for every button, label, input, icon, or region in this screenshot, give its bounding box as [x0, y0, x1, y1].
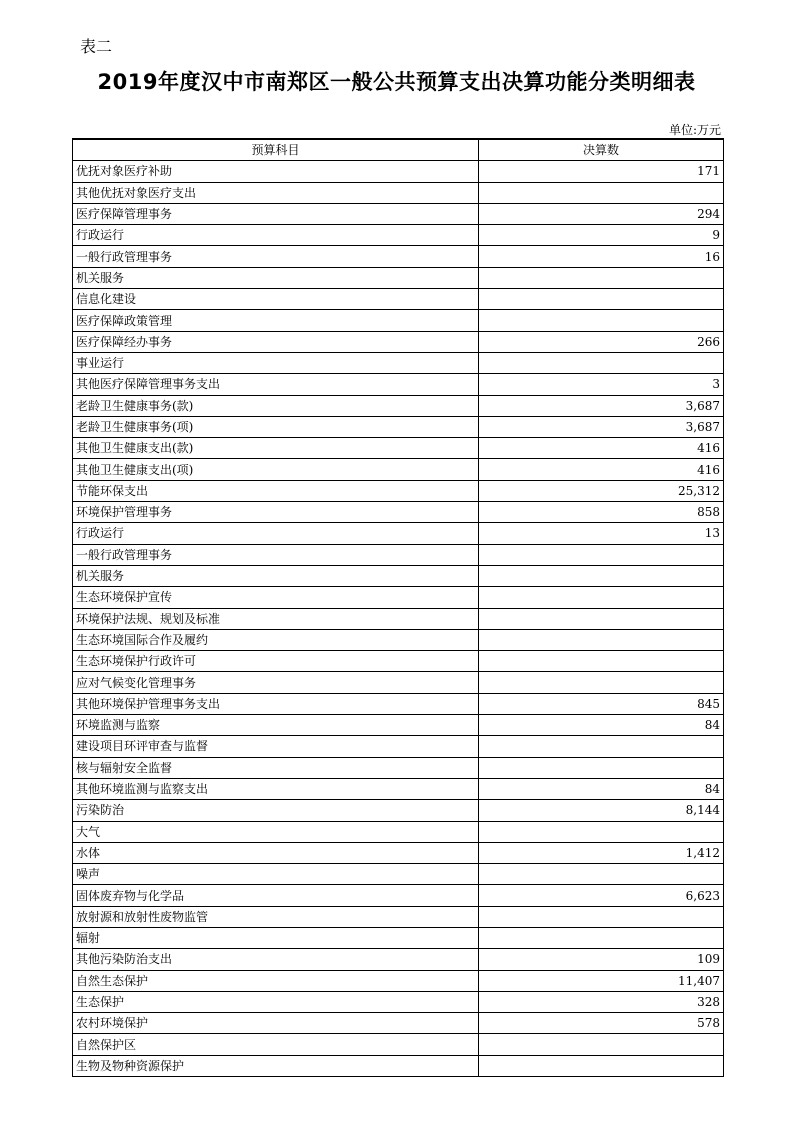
table-row: [73, 374, 724, 395]
row-amount: [479, 906, 724, 927]
table-row: [73, 991, 724, 1012]
row-subject: 其他卫生健康支出(项): [73, 459, 479, 480]
unit-label: 单位:万元: [668, 123, 721, 137]
row-amount: 16: [479, 246, 724, 267]
row-subject: 医疗保障管理事务: [73, 203, 479, 224]
table-row: [73, 587, 724, 608]
table-row: [73, 672, 724, 693]
row-subject: 农村环境保护: [73, 1013, 479, 1034]
row-amount: [479, 629, 724, 650]
row-amount: 578: [479, 1013, 724, 1034]
row-subject: 行政运行: [73, 225, 479, 246]
row-amount: [479, 289, 724, 310]
table-body: [73, 161, 724, 1077]
row-amount: [479, 608, 724, 629]
table-row: [73, 203, 724, 224]
table-row: [73, 885, 724, 906]
table-label: 表二: [80, 37, 113, 56]
table-row: [73, 438, 724, 459]
table-row: [73, 608, 724, 629]
row-amount: [479, 736, 724, 757]
row-amount: [479, 352, 724, 373]
budget-table: [72, 138, 724, 1077]
row-amount: [479, 565, 724, 586]
row-amount: 294: [479, 203, 724, 224]
table-row: [73, 523, 724, 544]
row-subject: 建设项目环评审查与监督: [73, 736, 479, 757]
table-row: [73, 864, 724, 885]
row-subject: 污染防治: [73, 800, 479, 821]
table-row: [73, 778, 724, 799]
page-title: 2019年度汉中市南郑区一般公共预算支出决算功能分类明细表: [97, 70, 696, 94]
table-row: [73, 161, 724, 182]
row-subject: 其他环境保护管理事务支出: [73, 693, 479, 714]
row-amount: 858: [479, 502, 724, 523]
row-amount: [479, 757, 724, 778]
row-amount: [479, 672, 724, 693]
row-subject: 生态环境保护行政许可: [73, 651, 479, 672]
row-subject: 自然生态保护: [73, 970, 479, 991]
row-subject: 其他卫生健康支出(款): [73, 438, 479, 459]
row-subject: 应对气候变化管理事务: [73, 672, 479, 693]
row-subject: 固体废弃物与化学品: [73, 885, 479, 906]
table-row: [73, 800, 724, 821]
table-row: [73, 459, 724, 480]
row-subject: 医疗保障政策管理: [73, 310, 479, 331]
table-row: [73, 352, 724, 373]
row-subject: 环境保护法规、规划及标准: [73, 608, 479, 629]
row-subject: 医疗保障经办事务: [73, 331, 479, 352]
row-subject: 放射源和放射性废物监管: [73, 906, 479, 927]
row-subject: 行政运行: [73, 523, 479, 544]
table-row: [73, 629, 724, 650]
table-row: [73, 757, 724, 778]
table-row: [73, 331, 724, 352]
row-amount: [479, 587, 724, 608]
row-subject: 环境监测与监察: [73, 715, 479, 736]
row-amount: [479, 1034, 724, 1055]
table-row: [73, 736, 724, 757]
row-amount: 84: [479, 778, 724, 799]
row-amount: 3,687: [479, 395, 724, 416]
row-subject: 生态保护: [73, 991, 479, 1012]
row-subject: 优抚对象医疗补助: [73, 161, 479, 182]
row-amount: 6,623: [479, 885, 724, 906]
table-row: [73, 1013, 724, 1034]
row-amount: [479, 651, 724, 672]
table-row: [73, 651, 724, 672]
table-row: [73, 246, 724, 267]
row-subject: 老龄卫生健康事务(项): [73, 416, 479, 437]
row-subject: 事业运行: [73, 352, 479, 373]
row-subject: 自然保护区: [73, 1034, 479, 1055]
row-amount: 1,412: [479, 842, 724, 863]
table-row: [73, 927, 724, 948]
table-row: [73, 289, 724, 310]
row-amount: 845: [479, 693, 724, 714]
row-amount: 416: [479, 459, 724, 480]
row-subject: 老龄卫生健康事务(款): [73, 395, 479, 416]
row-subject: 生态环境保护宣传: [73, 587, 479, 608]
row-amount: 416: [479, 438, 724, 459]
row-amount: [479, 927, 724, 948]
table-row: [73, 693, 724, 714]
row-subject: 噪声: [73, 864, 479, 885]
row-amount: 25,312: [479, 480, 724, 501]
row-amount: [479, 182, 724, 203]
table-row: [73, 310, 724, 331]
row-amount: [479, 544, 724, 565]
table-row: [73, 395, 724, 416]
table-row: [73, 1034, 724, 1055]
table-row: [73, 565, 724, 586]
row-subject: 环境保护管理事务: [73, 502, 479, 523]
table-row: [73, 715, 724, 736]
table-row: [73, 949, 724, 970]
row-amount: 328: [479, 991, 724, 1012]
row-subject: 一般行政管理事务: [73, 544, 479, 565]
row-amount: 171: [479, 161, 724, 182]
row-subject: 一般行政管理事务: [73, 246, 479, 267]
row-amount: 13: [479, 523, 724, 544]
row-amount: 3: [479, 374, 724, 395]
header-final-amount: 决算数: [479, 139, 724, 161]
row-amount: [479, 310, 724, 331]
row-amount: 8,144: [479, 800, 724, 821]
table-row: [73, 502, 724, 523]
table-row: [73, 970, 724, 991]
row-subject: 水体: [73, 842, 479, 863]
row-subject: 机关服务: [73, 267, 479, 288]
row-amount: 109: [479, 949, 724, 970]
row-amount: [479, 821, 724, 842]
row-subject: 机关服务: [73, 565, 479, 586]
row-amount: 11,407: [479, 970, 724, 991]
table-row: [73, 544, 724, 565]
row-subject: 信息化建设: [73, 289, 479, 310]
row-amount: 84: [479, 715, 724, 736]
row-amount: 266: [479, 331, 724, 352]
row-amount: [479, 267, 724, 288]
row-subject: 其他医疗保障管理事务支出: [73, 374, 479, 395]
table-row: [73, 267, 724, 288]
row-subject: 其他优抚对象医疗支出: [73, 182, 479, 203]
row-subject: 其他污染防治支出: [73, 949, 479, 970]
row-subject: 生态环境国际合作及履约: [73, 629, 479, 650]
table-row: [73, 842, 724, 863]
row-amount: [479, 1055, 724, 1076]
row-subject: 节能环保支出: [73, 480, 479, 501]
row-amount: [479, 864, 724, 885]
table-row: [73, 480, 724, 501]
table-row: [73, 225, 724, 246]
table-row: [73, 821, 724, 842]
header-budget-subject: 预算科目: [73, 139, 479, 161]
table-row: [73, 416, 724, 437]
row-subject: 其他环境监测与监察支出: [73, 778, 479, 799]
row-subject: 辐射: [73, 927, 479, 948]
row-subject: 核与辐射安全监督: [73, 757, 479, 778]
row-subject: 生物及物种资源保护: [73, 1055, 479, 1076]
table-row: [73, 1055, 724, 1076]
table-header-row: [73, 139, 724, 161]
row-amount: 9: [479, 225, 724, 246]
row-amount: 3,687: [479, 416, 724, 437]
row-subject: 大气: [73, 821, 479, 842]
table-row: [73, 182, 724, 203]
table-row: [73, 906, 724, 927]
